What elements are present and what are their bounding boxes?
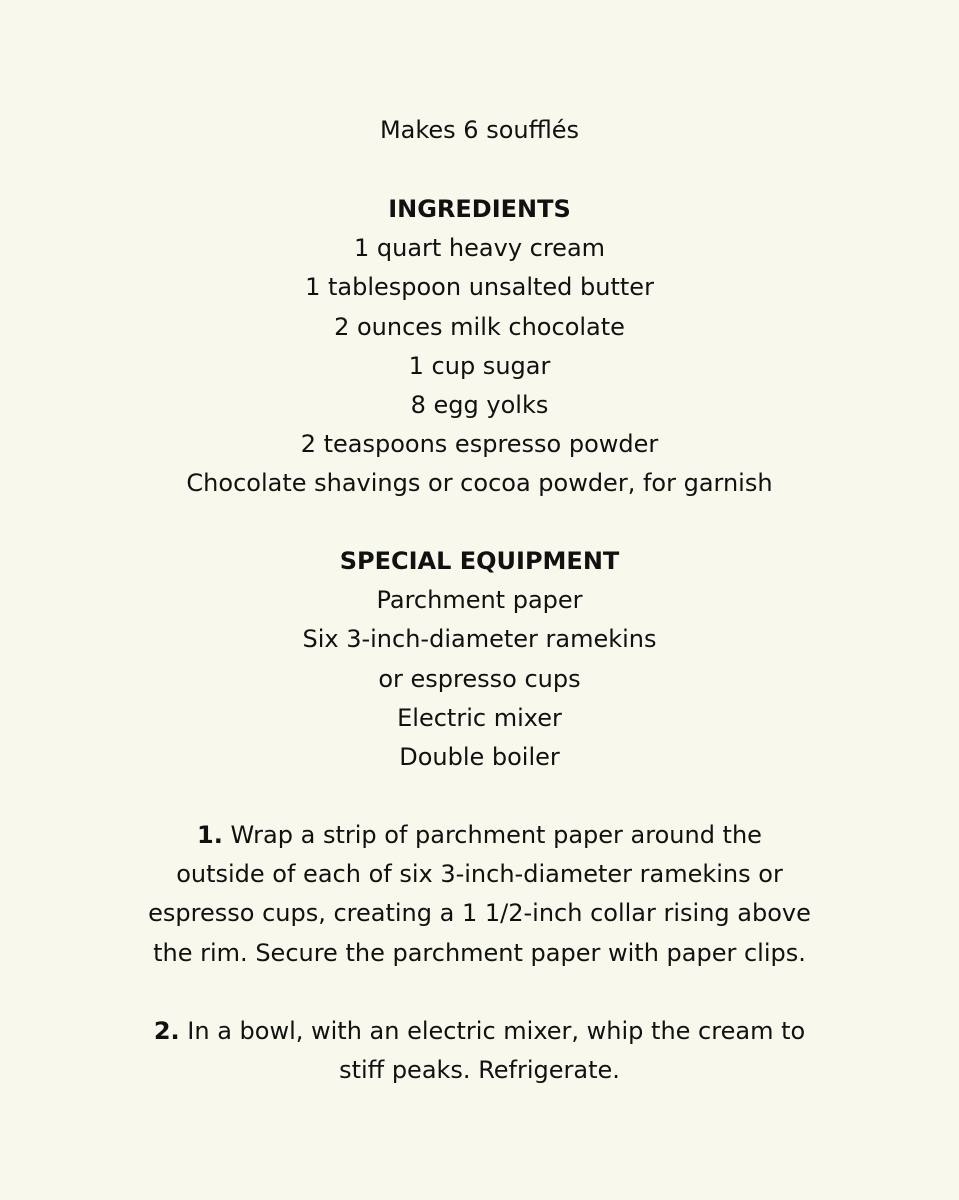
- equipment-item: Parchment paper: [376, 586, 583, 615]
- ingredient-item: 2 teaspoons espresso powder: [300, 430, 659, 459]
- ingredients-section: [0, 190, 959, 504]
- equipment-item: or espresso cups: [378, 664, 581, 693]
- ingredient-item: 1 cup sugar: [408, 351, 551, 380]
- ingredient-item: 1 quart heavy cream: [353, 234, 606, 263]
- step-2: [0, 1012, 959, 1090]
- step-line: [0, 816, 959, 855]
- equipment-item: Six 3-inch-diameter ramekins: [302, 625, 657, 654]
- equipment-section: [0, 542, 959, 777]
- equipment-item: Double boiler: [399, 743, 560, 772]
- step-text: In a bowl, with an electric mixer, whip the cream to: [187, 1017, 806, 1045]
- ingredient-item: 8 egg yolks: [410, 391, 549, 420]
- yield-text: Makes 6 soufflés: [379, 116, 580, 144]
- ingredient-item: 1 tablespoon unsalted butter: [305, 273, 654, 302]
- step-line: the rim. Secure the parchment paper with paper clips.: [153, 938, 806, 967]
- step-line: espresso cups, creating a 1 1/2-inch collar rising above: [148, 899, 811, 928]
- step-text: Wrap a strip of parchment paper around the: [230, 821, 762, 849]
- ingredient-item: 2 ounces milk chocolate: [334, 312, 625, 341]
- step-number: 1.: [197, 821, 223, 849]
- yield-section: [0, 111, 959, 150]
- step-number: 2.: [153, 1017, 180, 1045]
- step-1: [0, 816, 959, 973]
- ingredients-heading: INGREDIENTS: [388, 195, 571, 223]
- step-line: outside of each of six 3-inch-diameter ramekins or: [176, 860, 783, 889]
- equipment-heading: SPECIAL EQUIPMENT: [339, 547, 620, 575]
- ingredient-item: Chocolate shavings or cocoa powder, for garnish: [186, 469, 773, 498]
- step-line: stiff peaks. Refrigerate.: [339, 1056, 620, 1085]
- equipment-item: Electric mixer: [397, 703, 562, 732]
- step-line: [0, 1012, 959, 1051]
